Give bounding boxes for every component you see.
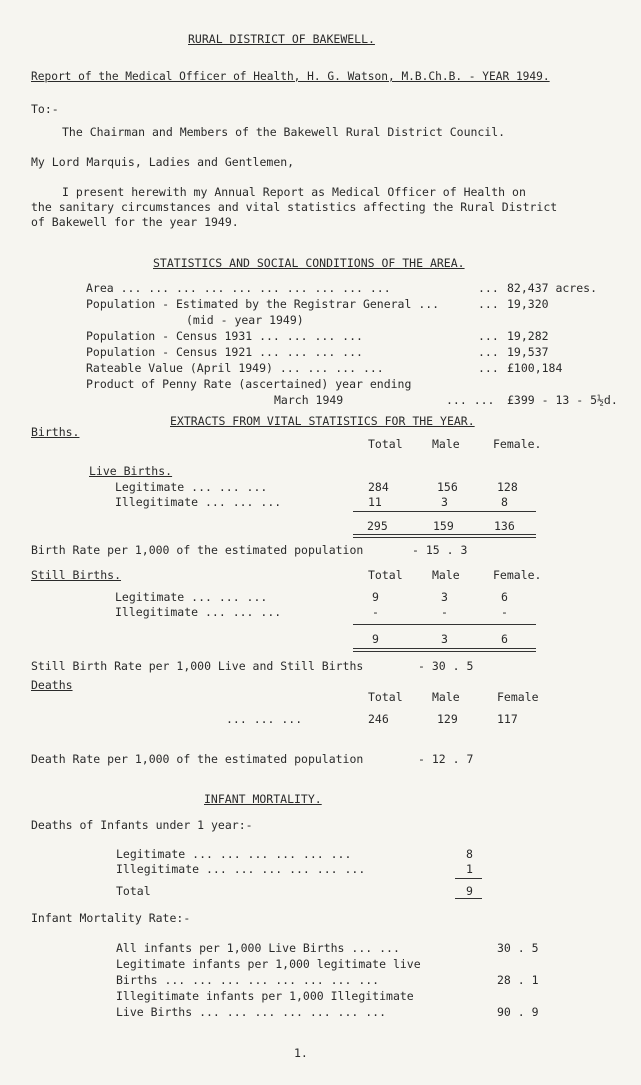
live-total-male: 159 — [433, 519, 454, 533]
live-legitimate-total: 284 — [368, 480, 389, 494]
letter-body-line-1: I present herewith my Annual Report as Medical Officer of Health on — [62, 185, 526, 199]
stat-penny-rate-dots: ... ... — [446, 393, 495, 407]
still-total-female: 6 — [501, 632, 508, 646]
page-number: 1. — [294, 1046, 308, 1060]
stat-census-1931-value: 19,282 — [507, 329, 549, 343]
deaths-row-dots: ... ... ... — [226, 712, 303, 726]
still-illegitimate-female: - — [501, 605, 508, 619]
births-col-total: Total — [368, 437, 403, 451]
infant-legitimate-label: Legitimate ... ... ... ... ... ... — [116, 847, 352, 861]
addressee-label: To:- — [31, 102, 59, 116]
still-illegitimate-total: - — [372, 605, 379, 619]
stat-mid-year-note: (mid - year 1949) — [186, 313, 304, 327]
addressee-council: The Chairman and Members of the Bakewell Rural District Council. — [62, 125, 506, 139]
death-rate-label: Death Rate per 1,000 of the estimated population — [31, 752, 364, 766]
still-births-double-rule — [353, 648, 536, 652]
stat-area-label: Area ... ... ... ... ... ... ... ... ... ... — [86, 281, 391, 295]
live-illegitimate-female: 8 — [501, 495, 508, 509]
still-legitimate-total: 9 — [372, 590, 379, 604]
infant-illegitimate-value: 1 — [466, 862, 473, 876]
live-illegitimate-total: 11 — [368, 495, 382, 509]
still-col-female: Female. — [493, 568, 542, 582]
infant-mortality-rate-heading: Infant Mortality Rate:- — [31, 911, 191, 925]
deaths-col-total: Total — [368, 690, 403, 704]
imr-all-label: All infants per 1,000 Live Births ... ... — [116, 941, 400, 955]
births-label: Births. — [31, 425, 80, 439]
still-birth-rate-value: - 30 . 5 — [418, 659, 474, 673]
still-birth-rate-label: Still Birth Rate per 1,000 Live and Still Births — [31, 659, 364, 673]
infant-deaths-under-1-label: Deaths of Infants under 1 year:- — [31, 818, 253, 832]
stat-penny-rate-value: £399 - 13 - 5½d. — [507, 393, 618, 407]
statistics-heading: STATISTICS AND SOCIAL CONDITIONS OF THE AREA. — [153, 256, 465, 270]
still-illegitimate-male: - — [441, 605, 448, 619]
still-births-label: Still Births. — [31, 568, 122, 582]
live-legitimate-label: Legitimate ... ... ... — [115, 480, 268, 494]
live-total-total: 295 — [367, 519, 388, 533]
letter-body-line-3: of Bakewell for the year 1949. — [31, 215, 239, 229]
live-legitimate-female: 128 — [497, 480, 518, 494]
letter-body-line-2: the sanitary circumstances and vital statistics affecting the Rural District — [31, 200, 558, 214]
infant-illegitimate-label: Illegitimate ... ... ... ... ... ... — [116, 862, 366, 876]
stat-rateable-value-value: £100,184 — [507, 361, 563, 375]
still-legitimate-female: 6 — [501, 590, 508, 604]
imr-illegitimate-value: 90 . 9 — [497, 1005, 539, 1019]
birth-rate-value: - 15 . 3 — [412, 543, 468, 557]
stat-penny-rate-label: Product of Penny Rate (ascertained) year ending — [86, 377, 412, 391]
still-total-total: 9 — [372, 632, 379, 646]
deaths-label: Deaths — [31, 678, 73, 692]
stat-area-value: 82,437 acres. — [507, 281, 598, 295]
deaths-male: 129 — [437, 712, 458, 726]
imr-legitimate-value: 28 . 1 — [497, 973, 539, 987]
deaths-col-male: Male — [432, 690, 460, 704]
infant-mortality-heading: INFANT MORTALITY. — [204, 792, 322, 806]
imr-legitimate-label-line-2: Births ... ... ... ... ... ... ... ... — [116, 973, 380, 987]
still-legitimate-male: 3 — [441, 590, 448, 604]
salutation: My Lord Marquis, Ladies and Gentlemen, — [31, 155, 295, 169]
still-legitimate-label: Legitimate ... ... ... — [115, 590, 268, 604]
stat-area-dots: ... — [478, 281, 499, 295]
extracts-heading: EXTRACTS FROM VITAL STATISTICS FOR THE YEAR. — [170, 414, 475, 428]
still-births-total-rule — [353, 624, 536, 625]
deaths-female: 117 — [497, 712, 518, 726]
live-births-label: Live Births. — [89, 464, 173, 478]
imr-legitimate-label-line-1: Legitimate infants per 1,000 legitimate live — [116, 957, 421, 971]
infant-legitimate-value: 8 — [466, 847, 473, 861]
still-col-male: Male — [432, 568, 460, 582]
imr-all-value: 30 . 5 — [497, 941, 539, 955]
still-illegitimate-label: Illegitimate ... ... ... — [115, 605, 282, 619]
births-col-male: Male — [432, 437, 460, 451]
imr-illegitimate-label-line-1: Illegitimate infants per 1,000 Illegitimate — [116, 989, 414, 1003]
stat-census-1921-dots: ... — [478, 345, 499, 359]
infant-total-label: Total — [116, 884, 151, 898]
stat-rateable-value-dots: ... — [478, 361, 499, 375]
birth-rate-label: Birth Rate per 1,000 of the estimated population — [31, 543, 364, 557]
district-title: RURAL DISTRICT OF BAKEWELL. — [188, 32, 375, 46]
still-total-male: 3 — [441, 632, 448, 646]
stat-census-1921-label: Population - Census 1921 ... ... ... ... — [86, 345, 363, 359]
live-illegitimate-label: Illegitimate ... ... ... — [115, 495, 282, 509]
infant-total-value: 9 — [466, 884, 473, 898]
live-legitimate-male: 156 — [437, 480, 458, 494]
live-births-double-rule — [353, 534, 536, 538]
report-title-line: Report of the Medical Officer of Health, H. G. Watson, M.B.Ch.B. - YEAR 1949. — [31, 70, 550, 83]
deaths-total: 246 — [368, 712, 389, 726]
stat-population-estimated-label: Population - Estimated by the Registrar General ... — [86, 297, 440, 311]
infant-total-rule — [455, 878, 482, 879]
infant-total-underline — [455, 898, 482, 899]
stat-census-1931-label: Population - Census 1931 ... ... ... ... — [86, 329, 363, 343]
stat-penny-rate-year-label: March 1949 — [274, 393, 344, 407]
imr-illegitimate-label-line-2: Live Births ... ... ... ... ... ... ... — [116, 1005, 387, 1019]
stat-population-estimated-dots: ... — [478, 297, 499, 311]
stat-census-1921-value: 19,537 — [507, 345, 549, 359]
deaths-col-female: Female — [497, 690, 539, 704]
stat-population-estimated-value: 19,320 — [507, 297, 549, 311]
death-rate-value: - 12 . 7 — [418, 752, 474, 766]
still-col-total: Total — [368, 568, 403, 582]
stat-census-1931-dots: ... — [478, 329, 499, 343]
live-illegitimate-male: 3 — [441, 495, 448, 509]
stat-rateable-value-label: Rateable Value (April 1949) ... ... ... ... — [86, 361, 384, 375]
births-col-female: Female. — [493, 437, 542, 451]
live-total-female: 136 — [494, 519, 515, 533]
live-births-total-rule — [353, 511, 536, 512]
